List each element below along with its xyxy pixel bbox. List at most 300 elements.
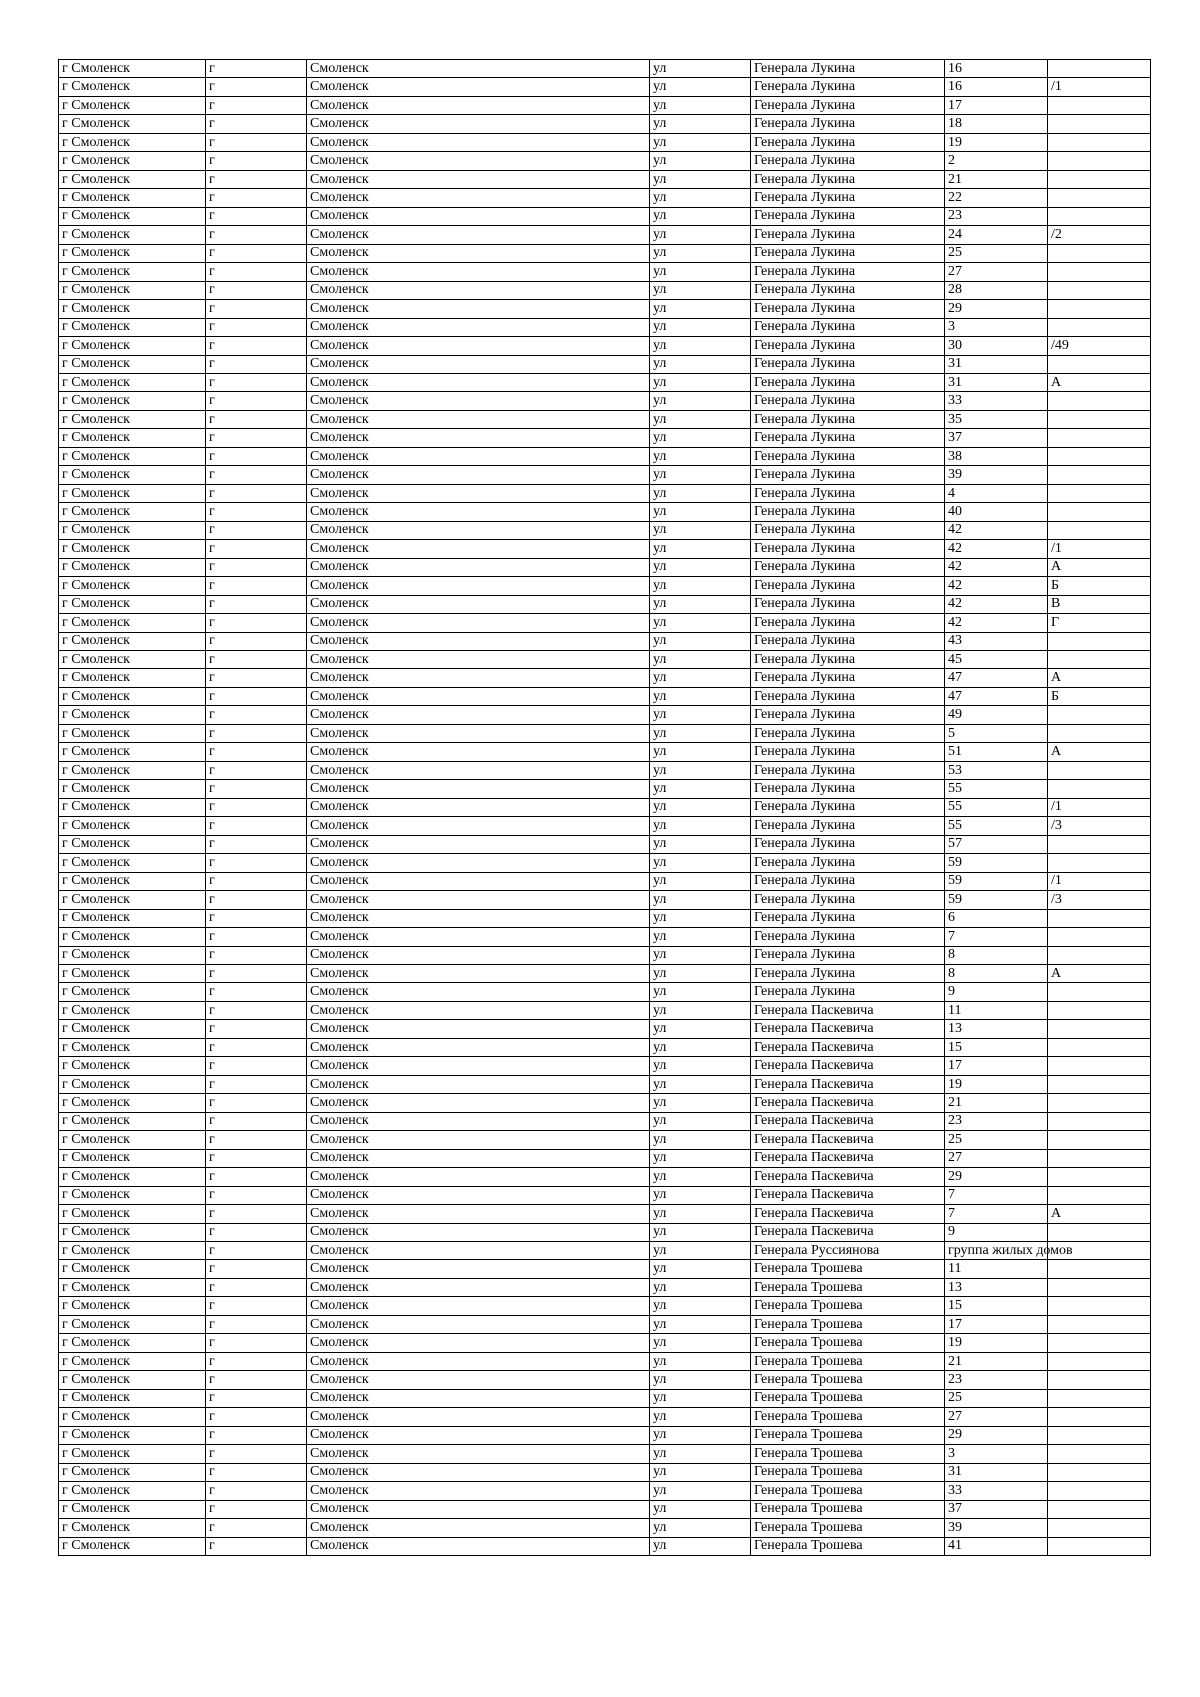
street-type-cell: ул [650,854,751,872]
street-type-cell: ул [650,1260,751,1278]
street-cell: Генерала Лукина [751,263,945,281]
street-cell: Генерала Лукина [751,60,945,78]
suffix-cell [1048,484,1151,502]
city-cell: Смоленск [307,410,650,428]
city-type-cell: г [206,1278,307,1296]
street-type-cell: ул [650,96,751,114]
street-cell: Генерала Лукина [751,152,945,170]
street-cell: Генерала Лукина [751,447,945,465]
street-type-cell: ул [650,521,751,539]
street-type-cell: ул [650,1131,751,1149]
city-cell: Смоленск [307,983,650,1001]
region-cell: г Смоленск [59,558,206,576]
suffix-cell [1048,60,1151,78]
street-type-cell: ул [650,983,751,1001]
house-cell: 9 [945,983,1048,1001]
table-row [59,1371,1151,1389]
region-cell: г Смоленск [59,373,206,391]
city-cell: Смоленск [307,1149,650,1167]
street-cell: Генерала Лукина [751,909,945,927]
street-cell: Генерала Трошева [751,1371,945,1389]
street-type-cell: ул [650,558,751,576]
street-type-cell: ул [650,540,751,558]
suffix-cell: Б [1048,687,1151,705]
region-cell: г Смоленск [59,1260,206,1278]
street-cell: Генерала Трошева [751,1278,945,1296]
street-cell: Генерала Паскевича [751,1075,945,1093]
address-table [58,59,1151,1556]
suffix-cell [1048,355,1151,373]
suffix-cell [1048,1075,1151,1093]
city-type-cell: г [206,1112,307,1130]
region-cell: г Смоленск [59,503,206,521]
street-cell: Генерала Трошева [751,1463,945,1481]
region-cell: г Смоленск [59,1408,206,1426]
house-cell: 42 [945,521,1048,539]
city-cell: Смоленск [307,1001,650,1019]
house-cell: 30 [945,337,1048,355]
suffix-cell [1048,1426,1151,1444]
city-cell: Смоленск [307,318,650,336]
house-cell: 29 [945,1168,1048,1186]
street-cell: Генерала Лукина [751,466,945,484]
street-type-cell: ул [650,780,751,798]
house-cell: 42 [945,540,1048,558]
suffix-cell [1048,854,1151,872]
table-row [59,207,1151,225]
city-type-cell: г [206,1186,307,1204]
house-cell: 21 [945,1094,1048,1112]
region-cell: г Смоленск [59,780,206,798]
table-row [59,761,1151,779]
street-type-cell: ул [650,1537,751,1555]
street-cell: Генерала Лукина [751,946,945,964]
house-cell: 55 [945,798,1048,816]
region-cell: г Смоленск [59,540,206,558]
house-cell: 59 [945,891,1048,909]
city-cell: Смоленск [307,1112,650,1130]
house-cell: 7 [945,1186,1048,1204]
city-cell: Смоленск [307,909,650,927]
city-type-cell: г [206,706,307,724]
table-row [59,1094,1151,1112]
street-type-cell: ул [650,1389,751,1407]
region-cell: г Смоленск [59,1001,206,1019]
house-cell: 27 [945,1149,1048,1167]
table-row [59,724,1151,742]
street-type-cell: ул [650,706,751,724]
city-type-cell: г [206,1537,307,1555]
table-row [59,1445,1151,1463]
street-type-cell: ул [650,595,751,613]
city-cell: Смоленск [307,1223,650,1241]
city-cell: Смоленск [307,1334,650,1352]
street-cell: Генерала Лукина [751,964,945,982]
table-row [59,1168,1151,1186]
house-cell: 55 [945,817,1048,835]
suffix-cell [1048,207,1151,225]
region-cell: г Смоленск [59,1149,206,1167]
region-cell: г Смоленск [59,207,206,225]
house-cell: 16 [945,78,1048,96]
house-cell: 31 [945,1463,1048,1481]
city-type-cell: г [206,410,307,428]
street-type-cell: ул [650,1500,751,1518]
house-cell: 15 [945,1038,1048,1056]
suffix-cell [1048,1389,1151,1407]
city-type-cell: г [206,152,307,170]
region-cell: г Смоленск [59,1242,206,1260]
house-cell: 11 [945,1001,1048,1019]
house-cell: 25 [945,244,1048,262]
city-cell: Смоленск [307,1168,650,1186]
suffix-cell [1048,983,1151,1001]
street-cell: Генерала Паскевича [751,1149,945,1167]
house-cell: 37 [945,429,1048,447]
city-cell: Смоленск [307,1389,650,1407]
city-cell: Смоленск [307,1519,650,1537]
region-cell: г Смоленск [59,115,206,133]
city-type-cell: г [206,1205,307,1223]
street-cell: Генерала Лукина [751,96,945,114]
street-cell: Генерала Лукина [751,318,945,336]
suffix-cell [1048,1500,1151,1518]
street-type-cell: ул [650,318,751,336]
street-type-cell: ул [650,60,751,78]
table-row [59,1278,1151,1296]
suffix-cell [1048,706,1151,724]
street-type-cell: ул [650,484,751,502]
table-row [59,226,1151,244]
house-cell: 31 [945,373,1048,391]
street-type-cell: ул [650,244,751,262]
city-type-cell: г [206,466,307,484]
table-row [59,1001,1151,1019]
city-type-cell: г [206,946,307,964]
city-type-cell: г [206,503,307,521]
street-type-cell: ул [650,964,751,982]
street-type-cell: ул [650,1186,751,1204]
city-type-cell: г [206,891,307,909]
street-cell: Генерала Лукина [751,780,945,798]
street-type-cell: ул [650,1112,751,1130]
suffix-cell: А [1048,669,1151,687]
table-row [59,521,1151,539]
city-cell: Смоленск [307,521,650,539]
suffix-cell [1048,1334,1151,1352]
table-row [59,263,1151,281]
suffix-cell [1048,761,1151,779]
street-type-cell: ул [650,632,751,650]
city-type-cell: г [206,854,307,872]
house-cell: 16 [945,60,1048,78]
suffix-cell [1048,1445,1151,1463]
city-cell: Смоленск [307,928,650,946]
city-cell: Смоленск [307,798,650,816]
city-cell: Смоленск [307,1297,650,1315]
street-type-cell: ул [650,392,751,410]
table-row [59,355,1151,373]
street-cell: Генерала Паскевича [751,1001,945,1019]
city-cell: Смоленск [307,651,650,669]
city-cell: Смоленск [307,724,650,742]
region-cell: г Смоленск [59,392,206,410]
street-type-cell: ул [650,133,751,151]
suffix-cell: А [1048,373,1151,391]
suffix-cell [1048,1094,1151,1112]
city-type-cell: г [206,1315,307,1333]
suffix-cell [1048,1223,1151,1241]
region-cell: г Смоленск [59,1038,206,1056]
street-cell: Генерала Паскевича [751,1112,945,1130]
city-type-cell: г [206,1482,307,1500]
street-cell: Генерала Трошева [751,1482,945,1500]
table-row [59,780,1151,798]
suffix-cell: А [1048,743,1151,761]
suffix-cell [1048,1519,1151,1537]
region-cell: г Смоленск [59,1519,206,1537]
suffix-cell [1048,1260,1151,1278]
table-row [59,946,1151,964]
table-row [59,1038,1151,1056]
suffix-cell [1048,152,1151,170]
region-cell: г Смоленск [59,60,206,78]
street-cell: Генерала Руссиянова [751,1242,945,1260]
city-cell: Смоленск [307,392,650,410]
street-cell: Генерала Лукина [751,558,945,576]
region-cell: г Смоленск [59,1315,206,1333]
table-row [59,133,1151,151]
table-row [59,1057,1151,1075]
house-cell: 55 [945,780,1048,798]
house-cell: 40 [945,503,1048,521]
street-type-cell: ул [650,1205,751,1223]
city-type-cell: г [206,1168,307,1186]
region-cell: г Смоленск [59,337,206,355]
suffix-cell [1048,1186,1151,1204]
city-type-cell: г [206,964,307,982]
house-cell: 21 [945,1352,1048,1370]
house-cell: 38 [945,447,1048,465]
table-row [59,540,1151,558]
street-cell: Генерала Лукина [751,872,945,890]
street-cell: Генерала Лукина [751,761,945,779]
street-cell: Генерала Паскевича [751,1223,945,1241]
city-type-cell: г [206,318,307,336]
street-type-cell: ул [650,207,751,225]
street-type-cell: ул [650,798,751,816]
street-type-cell: ул [650,170,751,188]
suffix-cell [1048,281,1151,299]
suffix-cell [1048,1352,1151,1370]
table-row [59,1500,1151,1518]
table-row [59,152,1151,170]
city-cell: Смоленск [307,337,650,355]
suffix-cell [1048,1463,1151,1481]
street-cell: Генерала Трошева [751,1389,945,1407]
street-type-cell: ул [650,1149,751,1167]
table-row [59,447,1151,465]
house-cell: 5 [945,724,1048,742]
street-type-cell: ул [650,1408,751,1426]
city-type-cell: г [206,484,307,502]
city-type-cell: г [206,1352,307,1370]
table-row [59,244,1151,262]
city-cell: Смоленск [307,687,650,705]
table-row [59,318,1151,336]
region-cell: г Смоленск [59,854,206,872]
table-row [59,373,1151,391]
table-row [59,1020,1151,1038]
house-cell: 13 [945,1020,1048,1038]
house-cell: 47 [945,687,1048,705]
street-type-cell: ул [650,928,751,946]
house-cell: 6 [945,909,1048,927]
street-type-cell: ул [650,1020,751,1038]
suffix-cell: /1 [1048,78,1151,96]
table-row [59,595,1151,613]
street-type-cell: ул [650,614,751,632]
city-cell: Смоленск [307,244,650,262]
street-type-cell: ул [650,152,751,170]
street-type-cell: ул [650,1094,751,1112]
street-type-cell: ул [650,503,751,521]
city-type-cell: г [206,1500,307,1518]
street-cell: Генерала Трошева [751,1297,945,1315]
house-cell: 27 [945,1408,1048,1426]
suffix-cell: /1 [1048,798,1151,816]
house-cell: 39 [945,1519,1048,1537]
region-cell: г Смоленск [59,1278,206,1296]
suffix-cell: /2 [1048,226,1151,244]
house-cell: 17 [945,1057,1048,1075]
suffix-cell [1048,909,1151,927]
region-cell: г Смоленск [59,1131,206,1149]
region-cell: г Смоленск [59,891,206,909]
region-cell: г Смоленск [59,1445,206,1463]
street-cell: Генерала Трошева [751,1500,945,1518]
street-cell: Генерала Лукина [751,392,945,410]
suffix-cell [1048,244,1151,262]
suffix-cell [1048,946,1151,964]
table-row [59,189,1151,207]
table-row [59,909,1151,927]
city-cell: Смоленск [307,1075,650,1093]
city-cell: Смоленск [307,96,650,114]
table-row [59,1537,1151,1555]
city-cell: Смоленск [307,540,650,558]
suffix-cell [1048,447,1151,465]
city-type-cell: г [206,983,307,1001]
city-cell: Смоленск [307,1408,650,1426]
city-cell: Смоленск [307,281,650,299]
region-cell: г Смоленск [59,447,206,465]
suffix-cell [1048,1537,1151,1555]
house-cell: 33 [945,1482,1048,1500]
region-cell: г Смоленск [59,983,206,1001]
city-cell: Смоленск [307,1260,650,1278]
street-cell: Генерала Лукина [751,706,945,724]
table-row [59,983,1151,1001]
city-type-cell: г [206,96,307,114]
street-cell: Генерала Лукина [751,337,945,355]
house-cell: 42 [945,577,1048,595]
house-cell: 37 [945,1500,1048,1518]
city-type-cell: г [206,669,307,687]
street-type-cell: ул [650,724,751,742]
street-type-cell: ул [650,1334,751,1352]
table-row [59,1426,1151,1444]
city-type-cell: г [206,595,307,613]
house-cell: 29 [945,1426,1048,1444]
house-cell: 8 [945,946,1048,964]
street-cell: Генерала Лукина [751,207,945,225]
table-row [59,891,1151,909]
city-cell: Смоленск [307,1352,650,1370]
suffix-cell: /1 [1048,872,1151,890]
city-cell: Смоленск [307,1242,650,1260]
suffix-cell: А [1048,964,1151,982]
city-cell: Смоленск [307,780,650,798]
region-cell: г Смоленск [59,281,206,299]
street-type-cell: ул [650,1057,751,1075]
street-cell: Генерала Лукина [751,595,945,613]
table-row [59,281,1151,299]
street-type-cell: ул [650,651,751,669]
table-row [59,1205,1151,1223]
house-cell: 2 [945,152,1048,170]
street-type-cell: ул [650,115,751,133]
city-cell: Смоленск [307,170,650,188]
region-cell: г Смоленск [59,78,206,96]
suffix-cell [1048,1315,1151,1333]
city-type-cell: г [206,60,307,78]
house-cell: 11 [945,1260,1048,1278]
city-type-cell: г [206,1371,307,1389]
city-type-cell: г [206,761,307,779]
city-type-cell: г [206,1223,307,1241]
region-cell: г Смоленск [59,300,206,318]
suffix-cell [1048,1131,1151,1149]
region-cell: г Смоленск [59,835,206,853]
suffix-cell [1048,429,1151,447]
suffix-cell: А [1048,558,1151,576]
street-cell: Генерала Лукина [751,170,945,188]
city-cell: Смоленск [307,1186,650,1204]
street-cell: Генерала Лукина [751,632,945,650]
city-type-cell: г [206,1297,307,1315]
table-row [59,1482,1151,1500]
region-cell: г Смоленск [59,1075,206,1093]
city-type-cell: г [206,651,307,669]
street-type-cell: ул [650,355,751,373]
house-cell: 42 [945,595,1048,613]
city-cell: Смоленск [307,1537,650,1555]
region-cell: г Смоленск [59,1426,206,1444]
house-cell: 59 [945,854,1048,872]
street-type-cell: ул [650,410,751,428]
house-cell: 19 [945,1075,1048,1093]
city-cell: Смоленск [307,1371,650,1389]
region-cell: г Смоленск [59,1205,206,1223]
house-cell: 49 [945,706,1048,724]
region-cell: г Смоленск [59,466,206,484]
street-type-cell: ул [650,1278,751,1296]
street-cell: Генерала Трошева [751,1445,945,1463]
house-cell: 7 [945,928,1048,946]
city-type-cell: г [206,1057,307,1075]
table-row [59,1242,1151,1260]
